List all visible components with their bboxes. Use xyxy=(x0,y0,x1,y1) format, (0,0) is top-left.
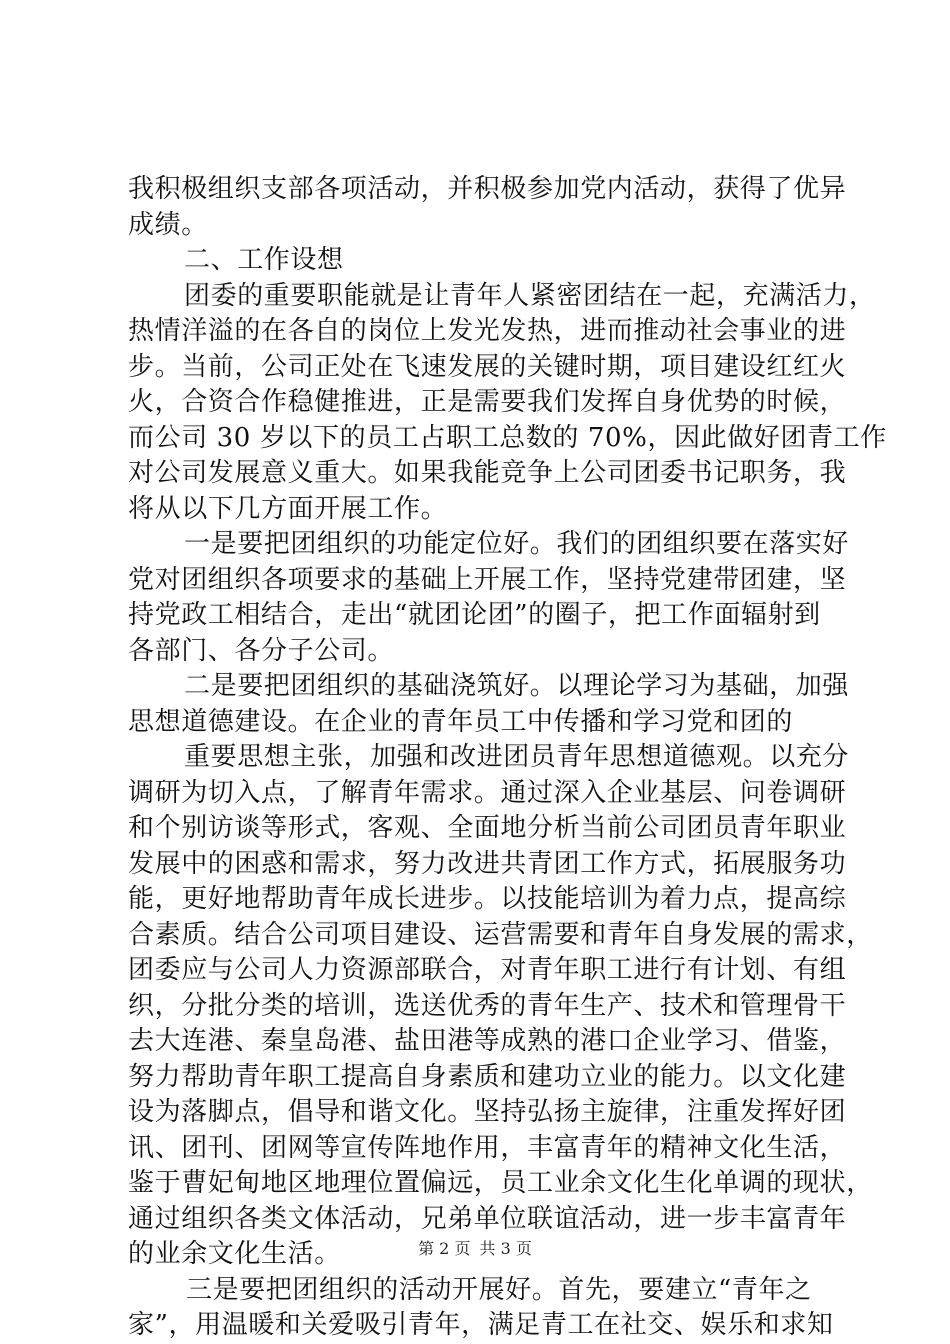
text-line: 和个别访谈等形式，客观、全面地分析当前公司团员青年职业 xyxy=(128,813,847,843)
text-line: 去大连港、秦皇岛港、盐田港等成熟的港口企业学习、借鉴， xyxy=(128,1026,847,1056)
text-line: 能，更好地帮助青年成长进步。以技能培训为着力点，提高综 xyxy=(128,884,847,914)
text-line: 努力帮助青年职工提高自身素质和建功立业的能力。以文化建 xyxy=(128,1061,847,1092)
total-pages: 共 3 页 xyxy=(479,1239,532,1258)
text-line: 持党政工相结合，走出“就团论团”的圈子，把工作面辐射到 xyxy=(128,600,821,630)
page-number: 第 2 页 xyxy=(418,1239,471,1258)
text-line: 织，分批分类的培训，选送优秀的青年生产、技术和管理骨干 xyxy=(128,990,847,1021)
text-line: 调研为切入点，了解青年需求。通过深入企业基层、问卷调研 xyxy=(128,777,847,808)
text-line: 党对团组织各项要求的基础上开展工作，坚持党建带团建，坚 xyxy=(128,564,847,595)
text-line: 发展中的困惑和需求，努力改进共青团工作方式，拓展服务功 xyxy=(128,848,847,879)
text-line: 步。当前，公司正处在飞速发展的关键时期，项目建设红红火 xyxy=(128,351,847,382)
text-line: 三是要把团组织的活动开展好。首先，要建立“青年之 xyxy=(186,1274,812,1305)
page-footer xyxy=(0,1236,950,1259)
text-line: 对公司发展意义重大。如果我能竞争上公司团委书记职务，我 xyxy=(128,458,847,488)
text-line: 设为落脚点，倡导和谐文化。坚持弘扬主旋律，注重发挥好团 xyxy=(128,1097,847,1127)
text-line: 思想道德建设。在企业的青年员工中传播和学习党和团的 xyxy=(128,706,794,737)
text-line: 家”，用温暖和关爱吸引青年，满足青工在社交、娱乐和求知 xyxy=(128,1310,834,1340)
text-line: 合素质。结合公司项目建设、运营需要和青年自身发展的需求， xyxy=(128,919,873,950)
document-body xyxy=(128,172,887,1344)
text-line: 团委应与公司人力资源部联合，对青年职工进行有计划、有组 xyxy=(128,955,847,985)
text-line: 火，合资合作稳健推进，正是需要我们发挥自身优势的时候， xyxy=(128,387,847,417)
text-line: 团委的重要职能就是让青年人紧密团结在一起，充满活力， xyxy=(184,280,876,311)
text-line: 成绩。 xyxy=(128,209,208,240)
text-line: 的业余文化生活。 xyxy=(128,1239,341,1269)
text-line: 重要思想主张，加强和改进团员青年思想道德观。以充分 xyxy=(184,742,850,772)
text-line: 热情洋溢的在各自的岗位上发光发热，进而推动社会事业的进 xyxy=(128,316,847,346)
text-line: 我积极组织支部各项活动，并积极参加党内活动，获得了优异 xyxy=(128,174,847,204)
text-line: 各部门、各分子公司。 xyxy=(128,635,395,666)
text-line: 将从以下几方面开展工作。 xyxy=(128,493,448,524)
text-line: 讯、团刊、团网等宣传阵地作用，丰富青年的精神文化生活， xyxy=(128,1132,847,1163)
text-line: 通过组织各类文体活动，兄弟单位联谊活动，进一步丰富青年 xyxy=(128,1203,847,1234)
text-line: 鉴于曹妃甸地区地理位置偏远，员工业余文化生化单调的现状， xyxy=(128,1168,873,1198)
text-line: 而公司 30 岁以下的员工占职工总数的 70%，因此做好团青工作 xyxy=(128,422,887,453)
text-line: 二是要把团组织的基础浇筑好。以理论学习为基础，加强 xyxy=(184,671,850,701)
text-line: 一是要把团组织的功能定位好。我们的团组织要在落实好 xyxy=(184,529,850,559)
section-heading: 二、工作设想 xyxy=(184,245,344,275)
